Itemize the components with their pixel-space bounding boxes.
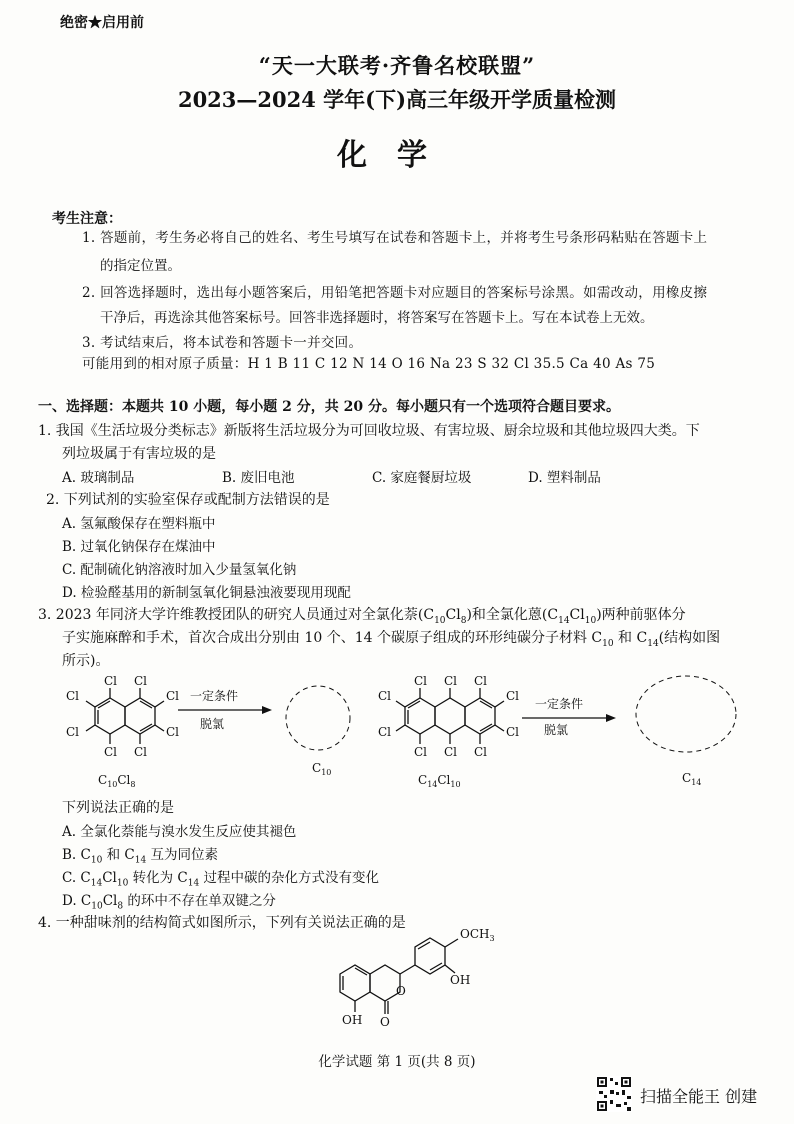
question-1-option-a: A. 玻璃制品 [62,470,135,486]
question-3-option-a: A. 全氯化萘能与溴水发生反应使其褪色 [62,824,297,840]
arrowhead [262,706,272,714]
question-3-stem-end: 所示)。 [62,653,110,669]
cl-label: Cl [66,725,80,739]
question-4-stem: 4. 一种甜味剂的结构简式如图所示，下列有关说法正确的是 [38,915,406,931]
methoxy-group: $OCH_3$ [460,927,495,943]
cl-label: Cl [104,674,118,688]
question-3-ask: 下列说法正确的是 [62,800,174,816]
question-1-stem-cont: 列垃圾属于有害垃圾的是 [62,446,216,462]
arrow-condition: 脱氯 [200,717,225,731]
question-3-option-d: D. $C_{10}Cl_8$ 的环中不存在单双键之分 [62,893,276,912]
carbonyl-oxygen: O [380,1015,390,1029]
c14cl10-label: $C_{14}Cl_{10}$ [418,773,461,789]
cl-label: Cl [166,689,180,703]
question-3-option-c: C. $C_{14}Cl_{10}$ 转化为 $C_{14}$ 过程中碳的杂化方式没有变化 [62,870,379,889]
scanner-watermark: 扫描全能王 创建 [640,1087,758,1106]
arrow-condition: 一定条件 [535,697,584,711]
question-3-stem: 3. 2023 年同济大学许维教授团队的研究人员通过对全氯化萘$(C_{10}Cl_8)$和全氯化蒽$(C_{14}Cl_{10})$两种前驱体分 [38,607,686,626]
atomic-masses: 可能用到的相对原子质量：H 1 B 11 C 12 N 14 O 16 Na 23 S 32 Cl 35.5 Ca 40 As 75 [82,356,656,372]
reaction-scheme [50,668,770,798]
notice-heading: 考生注意： [52,211,122,227]
c10-label: $C_{10}$ [312,761,332,777]
hydroxyl-group: OH [342,1013,363,1027]
cl-label: Cl [474,745,488,759]
c10cl8-label: $C_{10}Cl_8$ [98,773,136,789]
cl-label: Cl [134,745,148,759]
page-footer: 化学试题 第 1 页(共 8 页) [318,1054,476,1070]
cl-label: Cl [444,674,458,688]
c14-label: $C_{14}$ [682,771,702,787]
question-3-stem-cont: 子实施麻醉和手术，首次合成出分别由 10 个、14 个碳原子组成的环形纯碳分子材料 $C_{10}$ 和 $C_{14}$(结构如图 [62,630,721,649]
exam-title: “天一大联考·齐鲁名校联盟” [258,53,536,78]
cl-label: Cl [414,674,428,688]
question-2-option-c: C. 配制硫化钠溶液时加入少量氢氧化钠 [62,562,297,578]
cl-label: Cl [506,689,520,703]
c10-ring-structure [286,686,350,750]
question-2-stem: 2. 下列试剂的实验室保存或配制方法错误的是 [46,492,330,508]
question-1-stem: 1. 我国《生活垃圾分类标志》新版将生活垃圾分为可回收垃圾、有害垃圾、厨余垃圾和其他垃圾四大类。下 [38,423,700,439]
perchloronaphthalene-structure [86,688,164,744]
cl-label: Cl [414,745,428,759]
qr-code-icon [596,1076,632,1112]
exam-subtitle: 2023—2024 学年(下)高三年级开学质量检测 [177,87,617,112]
cl-label: Cl [378,725,392,739]
arrow-condition: 一定条件 [190,689,239,703]
cl-label: Cl [66,689,80,703]
cl-label: Cl [134,674,148,688]
cl-label: Cl [444,745,458,759]
cl-label: Cl [166,725,180,739]
ring-oxygen: O [396,984,406,998]
subject-title: 化学 [337,138,457,173]
cl-label: Cl [474,674,488,688]
notice-item-1-cont: 的指定位置。 [100,258,181,274]
arrowhead [606,714,616,722]
c14-ring-structure [636,676,736,752]
cl-label: Cl [506,725,520,739]
question-1-option-d: D. 塑料制品 [528,470,601,486]
question-1-option-c: C. 家庭餐厨垃圾 [372,470,472,486]
confidential-mark: 绝密★启用前 [60,15,144,31]
arrow-condition: 脱氯 [544,723,569,737]
notice-item-1: 1. 答题前，考生务必将自己的姓名、考生号填写在试卷和答题卡上，并将考生号条形码粘贴在答题卡上 [82,230,708,246]
question-1-option-b: B. 废旧电池 [222,470,295,486]
question-2-option-a: A. 氢氟酸保存在塑料瓶中 [62,516,216,532]
perchloroanthracene-structure [396,688,504,744]
question-2-option-b: B. 过氧化钠保存在煤油中 [62,539,216,555]
notice-item-2-cont: 干净后，再选涂其他答案标号。回答非选择题时，将答案写在答题卡上。写在本试卷上无效。 [100,310,654,326]
question-2-option-d: D. 检验醛基用的新制氢氧化铜悬浊液要现用现配 [62,585,351,601]
question-3-option-b: B. $C_{10}$ 和 $C_{14}$ 互为同位素 [62,847,218,866]
hydroxyl-group: OH [450,973,471,987]
notice-item-3: 3. 考试结束后，将本试卷和答题卡一并交回。 [82,335,363,351]
notice-item-2: 2. 回答选择题时，选出每小题答案后，用铅笔把答题卡对应题目的答案标号涂黑。如需改动，用橡皮擦 [82,285,708,301]
section-heading: 一、选择题：本题共 10 小题，每小题 2 分，共 20 分。每小题只有一个选项符合题目要求。 [38,399,620,415]
cl-label: Cl [104,745,118,759]
cl-label: Cl [378,689,392,703]
sweetener-structure [310,924,510,1040]
